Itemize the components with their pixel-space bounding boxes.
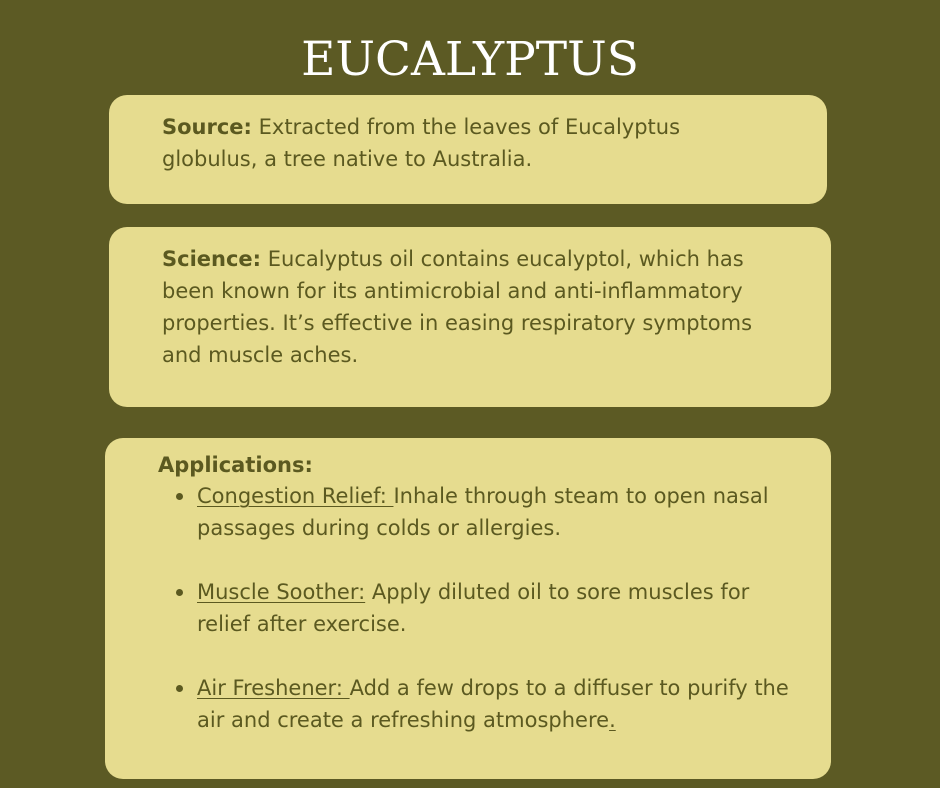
bullet-dot — [176, 493, 183, 500]
page-title: EUCALYPTUS — [301, 32, 639, 87]
application-item-congestion-relief — [197, 480, 797, 544]
source-label: Source: — [162, 115, 252, 139]
applications-heading: Applications: — [158, 453, 313, 477]
application-name: Air Freshener: — [197, 676, 350, 700]
science-card — [109, 227, 831, 407]
application-text: Apply diluted oil to sore muscles for relief after exercise. — [197, 580, 750, 636]
applications-card — [105, 438, 831, 779]
science-paragraph — [162, 243, 772, 371]
application-item-muscle-soother — [197, 576, 797, 640]
application-item-air-freshener — [197, 672, 797, 736]
application-name: Congestion Relief: — [197, 484, 394, 508]
application-name: Muscle Soother: — [197, 580, 366, 604]
source-paragraph — [162, 111, 742, 175]
source-text: Extracted from the leaves of Eucalyptus globulus, a tree native to Australia. — [162, 115, 681, 171]
application-end-period: . — [609, 708, 616, 732]
science-label: Science: — [162, 247, 262, 271]
application-text: Add a few drops to a diffuser to purify the air and create a refreshing atmosphere — [197, 676, 789, 732]
science-text: Eucalyptus oil contains eucalyptol, which has been known for its antimicrobial and anti-inflammatory properties. It’s effective in easing respiratory symptoms and muscle aches. — [162, 247, 753, 367]
application-text: Inhale through steam to open nasal passages during colds or allergies. — [197, 484, 769, 540]
bullet-dot — [176, 589, 183, 596]
source-card — [109, 95, 827, 204]
bullet-dot — [176, 685, 183, 692]
